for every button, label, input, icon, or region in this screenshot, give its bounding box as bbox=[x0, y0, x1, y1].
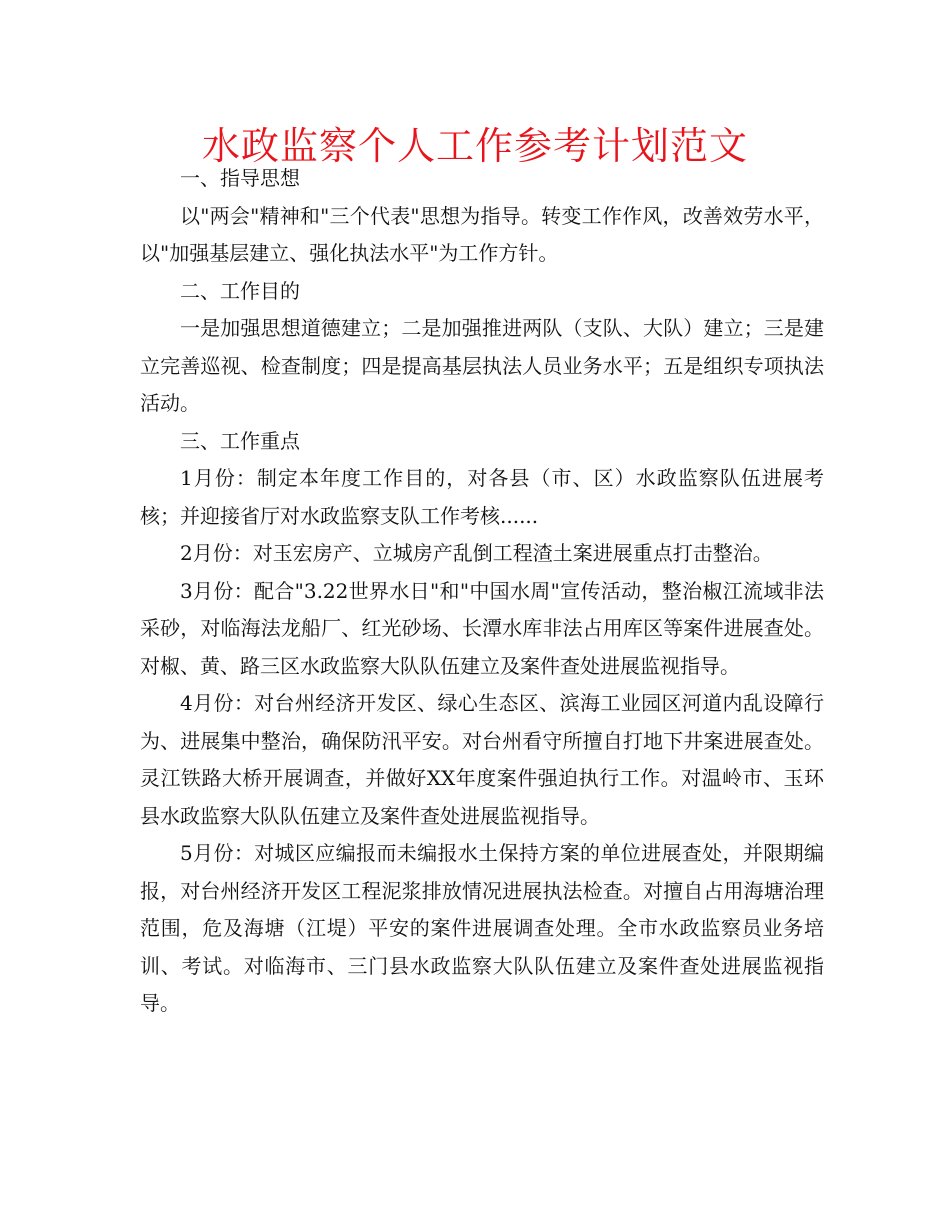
paragraph-march: 3月份：配合"3.22世界水日"和"中国水周"宣传活动，整治椒江流域非法采砂，对临海法龙船厂、红光砂场、长潭水库非法占用库区等案件进展查处。对椒、黄、路三区水政监察大队队伍建立及案件查处进展监视指导。 bbox=[140, 578, 824, 678]
heading-work-focus: 三、工作重点 bbox=[180, 428, 300, 453]
heading-guiding-ideology: 一、指导思想 bbox=[180, 166, 300, 190]
paragraph-february: 2月份：对玉宏房产、立城房产乱倒工程渣土案进展重点打击整治。 bbox=[180, 541, 773, 565]
paragraph-january: 1月份：制定本年度工作目的，对各县（市、区）水政监察队伍进展考核；并迎接省厅对水政监察支队工作考核...... bbox=[140, 466, 824, 528]
document-body bbox=[140, 160, 824, 1023]
document-title: 水政监察个人工作参考计划范文 bbox=[201, 124, 748, 168]
paragraph-may: 5月份：对城区应编报而未编报水土保持方案的单位进展查处，并限期编报，对台州经济开发区工程泥浆排放情况进展执法检查。对擅自占用海塘治理范围，危及海塘（江堤）平安的案件进展调查处理。全市水政监察员业务培训、考试。对临海市、三门县水政监察大队队伍建立及案件查处进展监视指导。 bbox=[140, 841, 824, 1015]
heading-work-objectives: 二、工作目的 bbox=[180, 278, 300, 303]
paragraph-work-objectives: 一是加强思想道德建立；二是加强推进两队（支队、大队）建立；三是建立完善巡视、检查制度；四是提高基层执法人员业务水平；五是组织专项执法活动。 bbox=[140, 316, 824, 415]
paragraph-april: 4月份：对台州经济开发区、绿心生态区、滨海工业园区河道内乱设障行为、进展集中整治，确保防汛平安。对台州看守所擅自打地下井案进展查处。灵江铁路大桥开展调查，并做好XX年度案件强迫执行工作。对温岭市、玉环县水政监察大队队伍建立及案件查处进展监视指导。 bbox=[140, 691, 824, 828]
paragraph-guiding-ideology: 以"两会"精神和"三个代表"思想为指导。转变工作作风，改善效劳水平，以"加强基层建立、强化执法水平"为工作方针。 bbox=[140, 203, 824, 265]
